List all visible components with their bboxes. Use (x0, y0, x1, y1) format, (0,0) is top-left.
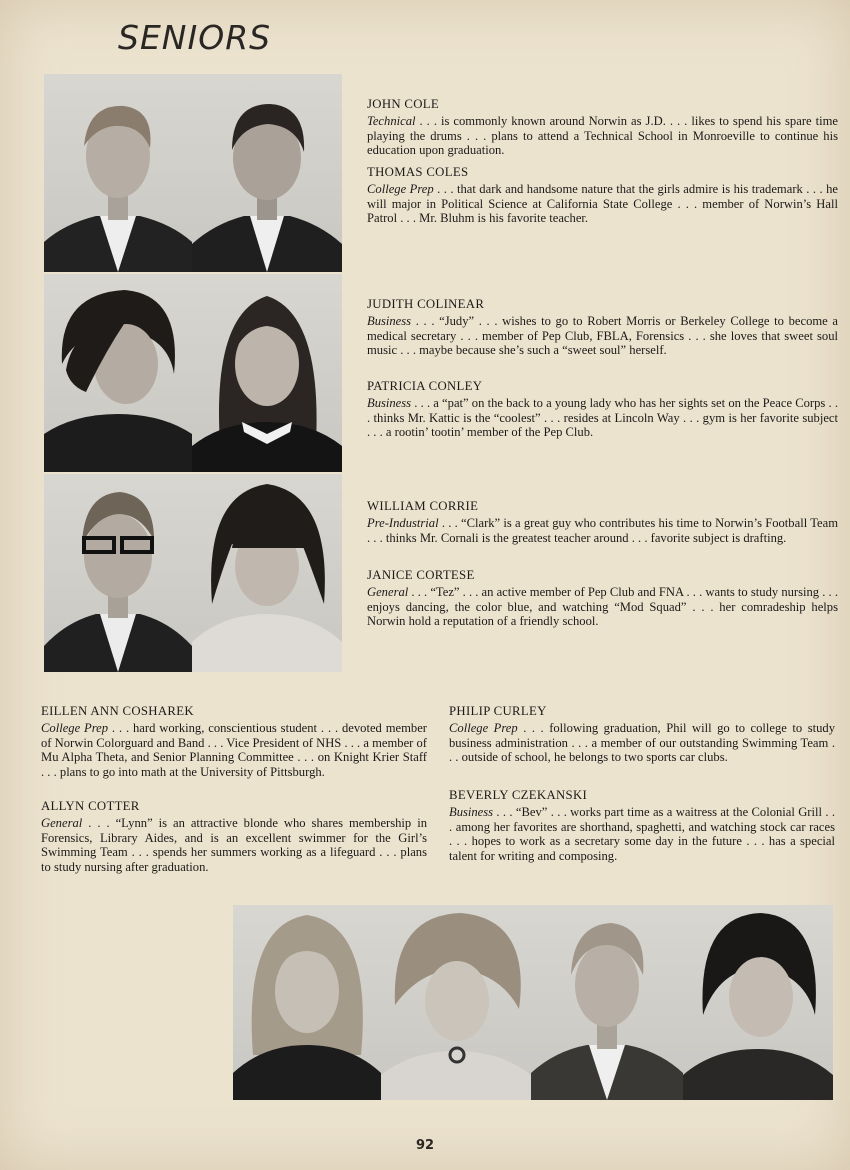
course-label: College Prep (367, 182, 434, 197)
portrait-john-cole (44, 74, 192, 272)
portrait-william-corrie (44, 474, 192, 672)
course-label: Business (367, 314, 412, 329)
student-name: THOMAS COLES (367, 165, 469, 179)
portrait-patricia-conley (192, 274, 342, 472)
portrait-judith-colinear (44, 274, 192, 472)
portrait-janice-cortese (192, 474, 342, 672)
bio-text: . . . hard working, conscientious student . . . devoted member of Norwin Colorguard and Band . . . Vice President of NHS . . . a member of Mu Alpha Theta, and Senior Planning Committee . . . on Knight Krier Staff . . . plans to go into math at the University of Pittsburgh. (41, 721, 427, 779)
bio-patricia-conley (367, 379, 838, 440)
bio-text: . . . “Judy” . . . wishes to go to Robert Morris or Berkeley College to become a medical secretary . . . member of Pep Club, FBLA, Forensics . . . she loves that sweet soul music . . . maybe because she’s such a “sweet soul” herself. (367, 314, 838, 358)
page-number: 92 (415, 1138, 435, 1153)
page-title: SENIORS (118, 18, 272, 57)
student-name: EILLEN ANN COSHAREK (41, 704, 194, 718)
portrait-beverly-czekanski (683, 905, 833, 1100)
portrait-philip-curley (531, 905, 683, 1100)
student-name: ALLYN COTTER (41, 799, 140, 813)
course-label: Technical (367, 114, 416, 129)
course-label: General (41, 816, 83, 831)
bio-text: . . . “Tez” . . . an active member of Pep Club and FNA . . . wants to study nursing . . . enjoys dancing, the color blue, and watching “Mod Squad” . . . her comradeship helps Norwin hold a reputation of a friendly school. (367, 585, 838, 629)
student-name: WILLIAM CORRIE (367, 499, 479, 513)
bio-william-corrie (367, 499, 838, 545)
course-label: College Prep (449, 721, 518, 736)
bio-beverly-czekanski (449, 788, 835, 863)
bio-text: . . . that dark and handsome nature that the girls admire is his trademark . . . he will major in Political Science at California State College . . . member of Norwin’s Hall Patrol . . . Mr. Bluhm is his favorite teacher. (367, 182, 838, 226)
student-name: JANICE CORTESE (367, 568, 475, 582)
bio-janice-cortese (367, 568, 838, 629)
bio-allyn-cotter (41, 799, 427, 874)
course-label: College Prep (41, 721, 109, 736)
student-name: JOHN COLE (367, 97, 440, 111)
bio-text: . . . a “pat” on the back to a young lady who has her sights set on the Peace Corps . . . thinks Mr. Kattic is the “coolest” . . . resides at Lincoln Way . . . gym is her favorite subject . . . a rootin’ tootin’ member of the Pep Club. (367, 396, 838, 440)
course-label: Pre-Industrial (367, 516, 439, 531)
bio-philip-curley (449, 704, 835, 765)
portrait-allyn-cotter (381, 905, 531, 1100)
bio-judith-colinear (367, 297, 838, 358)
bio-text: . . . is commonly known around Norwin as J.D. . . . likes to spend his spare time playing the drums . . . plans to attend a Technical School in Monroeville to continue his education upon graduation. (367, 114, 838, 158)
bio-john-cole (367, 97, 838, 158)
student-name: PATRICIA CONLEY (367, 379, 483, 393)
course-label: General (367, 585, 409, 600)
student-name: PHILIP CURLEY (449, 704, 547, 718)
student-name: JUDITH COLINEAR (367, 297, 485, 311)
portrait-eillen-ann-cosharek (233, 905, 381, 1100)
student-name: BEVERLY CZEKANSKI (449, 788, 588, 802)
bio-text: . . . “Bev” . . . works part time as a waitress at the Colonial Grill . . . among her favorites are shorthand, spaghetti, and watching stock car races . . . hopes to work as a secretary some day in the future . . . has a special talent for writing and composing. (449, 805, 835, 863)
course-label: Business (449, 805, 494, 820)
bio-text: . . . “Clark” is a great guy who contributes his time to Norwin’s Football Team . . . thinks Mr. Cornali is the greatest teacher around . . . favorite subject is drafting. (367, 516, 838, 545)
bio-eillen-ann-cosharek (41, 704, 427, 779)
course-label: Business (367, 396, 412, 411)
bio-text: . . . following graduation, Phil will go to college to study business administration . . . a member of our outstanding Swimming Team . . . outside of school, he belongs to two sports car clubs. (449, 721, 835, 765)
portrait-thomas-coles (192, 74, 342, 272)
bio-thomas-coles (367, 165, 838, 226)
bio-text: . . . “Lynn” is an attractive blonde who shares membership in Forensics, Library Aides, and is an excellent swimmer for the Girl’s Swimming Team . . . spends her summers working as a lifeguard . . . plans to study nursing after graduation. (41, 816, 427, 874)
